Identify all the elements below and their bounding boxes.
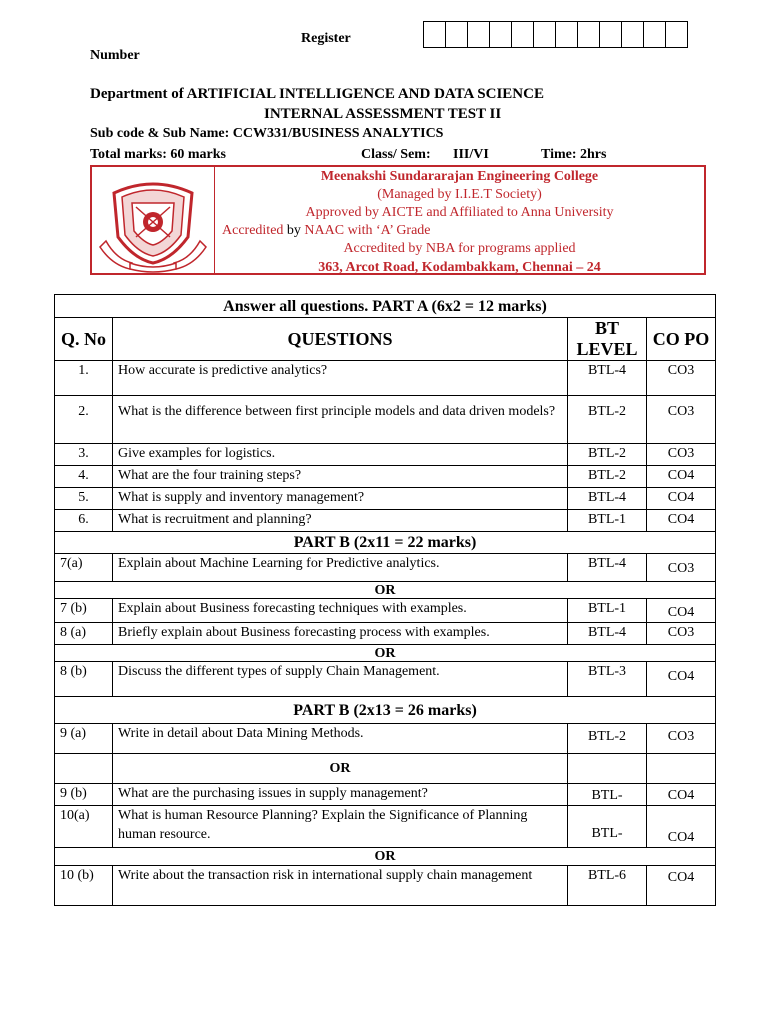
co-po: CO3	[647, 724, 716, 754]
bt-level: BTL-4	[568, 361, 647, 396]
question-text: What is human Resource Planning? Explain the Significance of Planning human resource.	[113, 806, 568, 848]
co-po: CO3	[647, 361, 716, 396]
col-bt-level: BT LEVEL	[568, 318, 647, 361]
table-row	[55, 784, 716, 806]
or-row	[55, 645, 716, 662]
register-digit-box[interactable]	[666, 22, 688, 47]
q-no: 8 (a)	[55, 623, 113, 645]
bt-level: BTL-4	[568, 623, 647, 645]
bt-level: BTL-1	[568, 599, 647, 623]
or-row	[55, 848, 716, 866]
register-digit-box[interactable]	[644, 22, 666, 47]
register-digit-box[interactable]	[424, 22, 446, 47]
question-text: What is supply and inventory management?	[113, 488, 568, 510]
naac-by-word: by	[286, 223, 301, 238]
table-row	[55, 488, 716, 510]
q-no: 9 (a)	[55, 724, 113, 754]
question-text: How accurate is predictive analytics?	[113, 361, 568, 396]
college-managed: (Managed by I.I.E.T Society)	[377, 187, 542, 202]
q-no: 8 (b)	[55, 662, 113, 697]
co-po: CO3	[647, 554, 716, 582]
q-no: 6.	[55, 510, 113, 532]
bt-level: BTL-4	[568, 554, 647, 582]
q-no: 3.	[55, 444, 113, 466]
or-label: OR	[113, 754, 568, 784]
bt-level: BTL-3	[568, 662, 647, 697]
part-c-title-row	[55, 697, 716, 724]
bt-level: BTL-2	[568, 724, 647, 754]
col-qno: Q. No	[55, 318, 113, 361]
total-marks: Total marks: 60 marks	[90, 147, 226, 162]
subject-line: Sub code & Sub Name: CCW331/BUSINESS ANALYTICS	[90, 126, 444, 141]
register-digit-box[interactable]	[490, 22, 512, 47]
question-text: What are the purchasing issues in supply management?	[113, 784, 568, 806]
q-no: 2.	[55, 396, 113, 444]
co-po: CO4	[647, 662, 716, 697]
question-text: What is the difference between first principle models and data driven models?	[113, 396, 568, 444]
bt-level: BTL-2	[568, 444, 647, 466]
register-number-boxes[interactable]	[423, 21, 688, 48]
part-a-title: Answer all questions. PART A (6x2 = 12 marks)	[55, 295, 716, 318]
question-text: Briefly explain about Business forecasting process with examples.	[113, 623, 568, 645]
bt-level: BTL-1	[568, 510, 647, 532]
or-label: OR	[55, 848, 716, 866]
co-po: CO4	[647, 866, 716, 906]
co-po: CO4	[647, 510, 716, 532]
test-title: INTERNAL ASSESSMENT TEST II	[264, 106, 502, 122]
question-text: Explain about Business forecasting techniques with examples.	[113, 599, 568, 623]
register-digit-box[interactable]	[468, 22, 490, 47]
table-row	[55, 724, 716, 754]
number-label: Number	[90, 48, 140, 63]
table-row	[55, 623, 716, 645]
bt-level: BTL-	[568, 806, 647, 848]
register-digit-box[interactable]	[578, 22, 600, 47]
or-row	[55, 582, 716, 599]
question-text: Discuss the different types of supply Chain Management.	[113, 662, 568, 697]
q-no: 9 (b)	[55, 784, 113, 806]
college-address: 363, Arcot Road, Kodambakkam, Chennai – 24	[318, 260, 601, 275]
q-no: 1.	[55, 361, 113, 396]
question-text: What is recruitment and planning?	[113, 510, 568, 532]
co-po: CO3	[647, 396, 716, 444]
table-header-row	[55, 318, 716, 361]
register-digit-box[interactable]	[622, 22, 644, 47]
co-po: CO4	[647, 599, 716, 623]
co-po: CO3	[647, 623, 716, 645]
register-digit-box[interactable]	[534, 22, 556, 47]
time-allowed: Time: 2hrs	[541, 147, 607, 162]
q-no: 4.	[55, 466, 113, 488]
co-po: CO4	[647, 466, 716, 488]
table-row	[55, 866, 716, 906]
table-row	[55, 599, 716, 623]
q-no: 7(a)	[55, 554, 113, 582]
or-label: OR	[55, 645, 716, 662]
bt-level: BTL-4	[568, 488, 647, 510]
naac-accredited-word: Accredited	[222, 223, 284, 238]
question-text: Explain about Machine Learning for Predictive analytics.	[113, 554, 568, 582]
table-row	[55, 444, 716, 466]
college-approved: Approved by AICTE and Affiliated to Anna University	[305, 205, 614, 220]
bt-level: BTL-2	[568, 396, 647, 444]
table-row	[55, 510, 716, 532]
table-row	[55, 554, 716, 582]
table-row	[55, 466, 716, 488]
q-no: 7 (b)	[55, 599, 113, 623]
class-sem-label: Class/ Sem:	[361, 147, 431, 162]
bt-level: BTL-2	[568, 466, 647, 488]
part-c-title: PART B (2x13 = 26 marks)	[55, 697, 716, 724]
co-po: CO4	[647, 488, 716, 510]
question-table	[54, 294, 716, 906]
register-label: Register	[301, 31, 351, 46]
co-po: CO4	[647, 806, 716, 848]
college-crest-icon	[92, 167, 214, 273]
table-row	[55, 361, 716, 396]
q-no: 10 (b)	[55, 866, 113, 906]
q-no: 10(a)	[55, 806, 113, 848]
table-row	[55, 806, 716, 848]
college-nba: Accredited by NBA for programs applied	[343, 241, 576, 256]
col-co-po: CO PO	[647, 318, 716, 361]
part-a-title-row	[55, 295, 716, 318]
or-row	[55, 754, 716, 784]
bt-level: BTL-6	[568, 866, 647, 906]
q-no: 5.	[55, 488, 113, 510]
college-naac	[222, 223, 704, 239]
question-text: Write in detail about Data Mining Methods.	[113, 724, 568, 754]
or-label: OR	[55, 582, 716, 599]
co-po: CO4	[647, 784, 716, 806]
college-logo	[92, 167, 215, 273]
department-title: Department of ARTIFICIAL INTELLIGENCE AND DATA SCIENCE	[90, 86, 544, 102]
college-name: Meenakshi Sundararajan Engineering College	[320, 169, 599, 184]
register-digit-box[interactable]	[512, 22, 534, 47]
register-digit-box[interactable]	[556, 22, 578, 47]
co-po: CO3	[647, 444, 716, 466]
college-banner	[90, 165, 706, 275]
class-sem-value: III/VI	[453, 147, 489, 162]
college-info	[215, 167, 704, 273]
part-b-title-row	[55, 532, 716, 554]
register-digit-box[interactable]	[600, 22, 622, 47]
col-questions: QUESTIONS	[113, 318, 568, 361]
question-text: Write about the transaction risk in international supply chain management	[113, 866, 568, 906]
bt-level: BTL-	[568, 784, 647, 806]
question-text: Give examples for logistics.	[113, 444, 568, 466]
naac-grade: NAAC with ‘A’ Grade	[304, 223, 431, 238]
part-b-title: PART B (2x11 = 22 marks)	[55, 532, 716, 554]
register-digit-box[interactable]	[446, 22, 468, 47]
question-text: What are the four training steps?	[113, 466, 568, 488]
table-row	[55, 396, 716, 444]
table-row	[55, 662, 716, 697]
